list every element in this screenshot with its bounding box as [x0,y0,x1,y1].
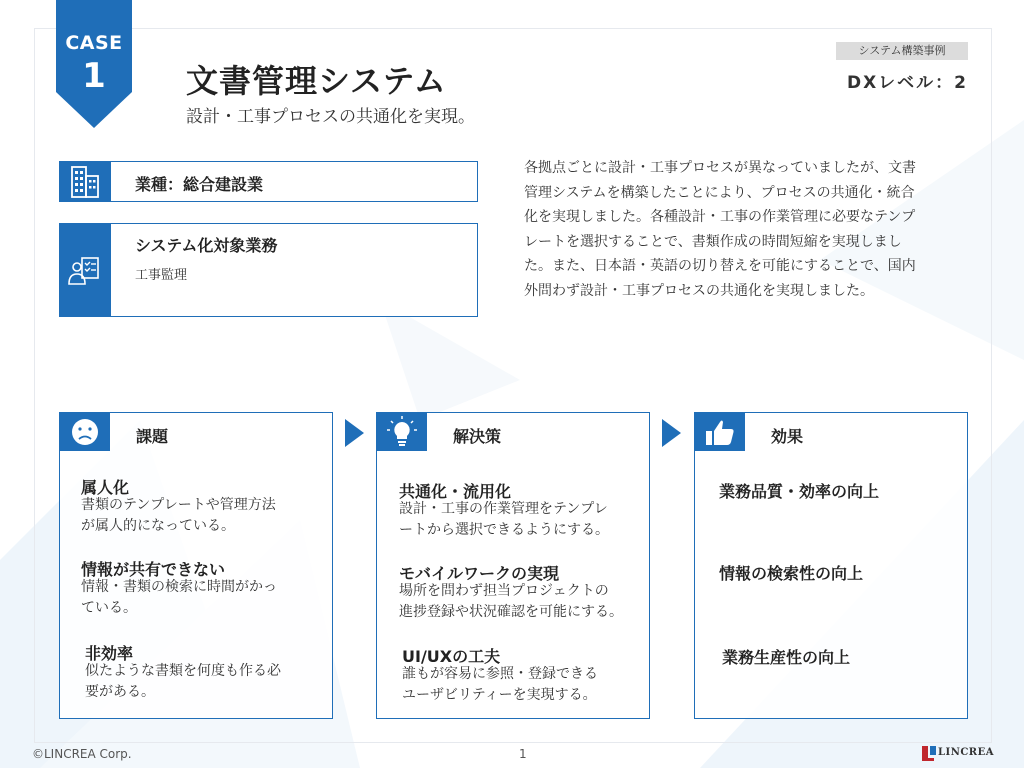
solution-title: UI/UXの工夫 [402,647,501,666]
dx-level: DXレベル：2 [846,73,968,93]
issue-title: 情報が共有できない [81,560,226,579]
solutions-panel [376,412,650,719]
effects-icon-cell [695,413,745,451]
category-tag: システム構築事例 [836,42,968,60]
thumbs-up-icon [695,413,745,451]
effect-item: 業務品質・効率の向上 [719,482,880,501]
solution-desc [402,664,650,706]
target-business-value: 工事監理 [135,268,188,283]
case-description [524,156,972,303]
case-word: CASE [65,32,123,54]
page-number: 1 [519,747,527,761]
target-icon-cell [60,224,111,316]
target-business-label: システム化対象業務 [135,236,278,255]
issues-icon-cell [60,413,110,451]
issue-desc-line: が属人的になっている。 [81,518,235,534]
effect-item: 業務生産性の向上 [722,648,851,667]
lightbulb-icon [377,413,427,451]
solutions-icon-cell [377,413,427,451]
copyright: ©LINCREA Corp. [32,747,132,761]
solution-desc-line: 場所を問わず担当プロジェクトの [399,583,609,599]
worker-checklist-icon [60,224,111,316]
industry-box [59,161,478,202]
issue-desc [81,495,321,537]
building-icon [60,162,111,201]
issue-title: 非効率 [85,644,134,663]
effects-panel [694,412,968,719]
page-title: 文書管理システム [186,62,447,100]
description-line: 外問わず設計・工事プロセスの共通化を実現しました。 [524,282,874,299]
sad-face-icon [60,413,110,451]
target-business-box [59,223,478,317]
solution-desc-line: ユーザビリティーを実現する。 [402,687,597,703]
issue-desc-line: ている。 [81,600,137,616]
description-line: レートを選択することで、書類作成の時間短縮を実現しまし [524,233,902,250]
industry-label: 業種：総合建設業 [135,175,264,194]
effects-label: 効果 [771,427,804,446]
issue-desc [81,577,321,619]
issue-title: 属人化 [81,478,130,497]
solution-desc [399,499,647,541]
flow-arrow-icon [345,419,364,447]
industry-icon-cell [60,162,111,201]
solutions-label: 解決策 [453,427,502,446]
page-subtitle: 設計・工事プロセスの共通化を実現。 [186,107,475,127]
issues-panel [59,412,333,719]
description-line: 化を実現しました。各種設計・工事の作業管理に必要なテンプ [524,209,916,225]
issues-label: 課題 [136,427,169,446]
case-number: 1 [82,56,106,96]
logo-text: LINCREA [938,747,994,758]
solution-title: モバイルワークの実現 [399,564,560,583]
solution-desc-line: ートから選択できるようにする。 [399,522,609,538]
issue-desc-line: 要がある。 [85,684,155,700]
solution-title: 共通化・流用化 [399,482,512,501]
issue-desc [85,661,325,703]
flow-arrow-icon [662,419,681,447]
description-line: 各拠点ごとに設計・工事プロセスが異なっていましたが、文書 [524,160,916,176]
description-line: た。また、日本語・英語の切り替えを可能にすることで、国内 [524,258,916,274]
solution-desc [399,581,647,623]
solution-desc-line: 進捗登録や状況確認を可能にする。 [399,604,623,620]
issue-desc-line: 似たような書類を何度も作る必 [85,663,281,679]
issue-desc-line: 情報・書類の検索に時間がかっ [81,579,277,595]
solution-desc-line: 設計・工事の作業管理をテンプレ [399,501,608,517]
solution-desc-line: 誰もが容易に参照・登録できる [402,666,598,682]
issue-desc-line: 書類のテンプレートや管理方法 [81,497,276,513]
effect-item: 情報の検索性の向上 [719,564,864,583]
description-line: 管理システムを構築したことにより、プロセスの共通化・統合 [524,184,915,201]
